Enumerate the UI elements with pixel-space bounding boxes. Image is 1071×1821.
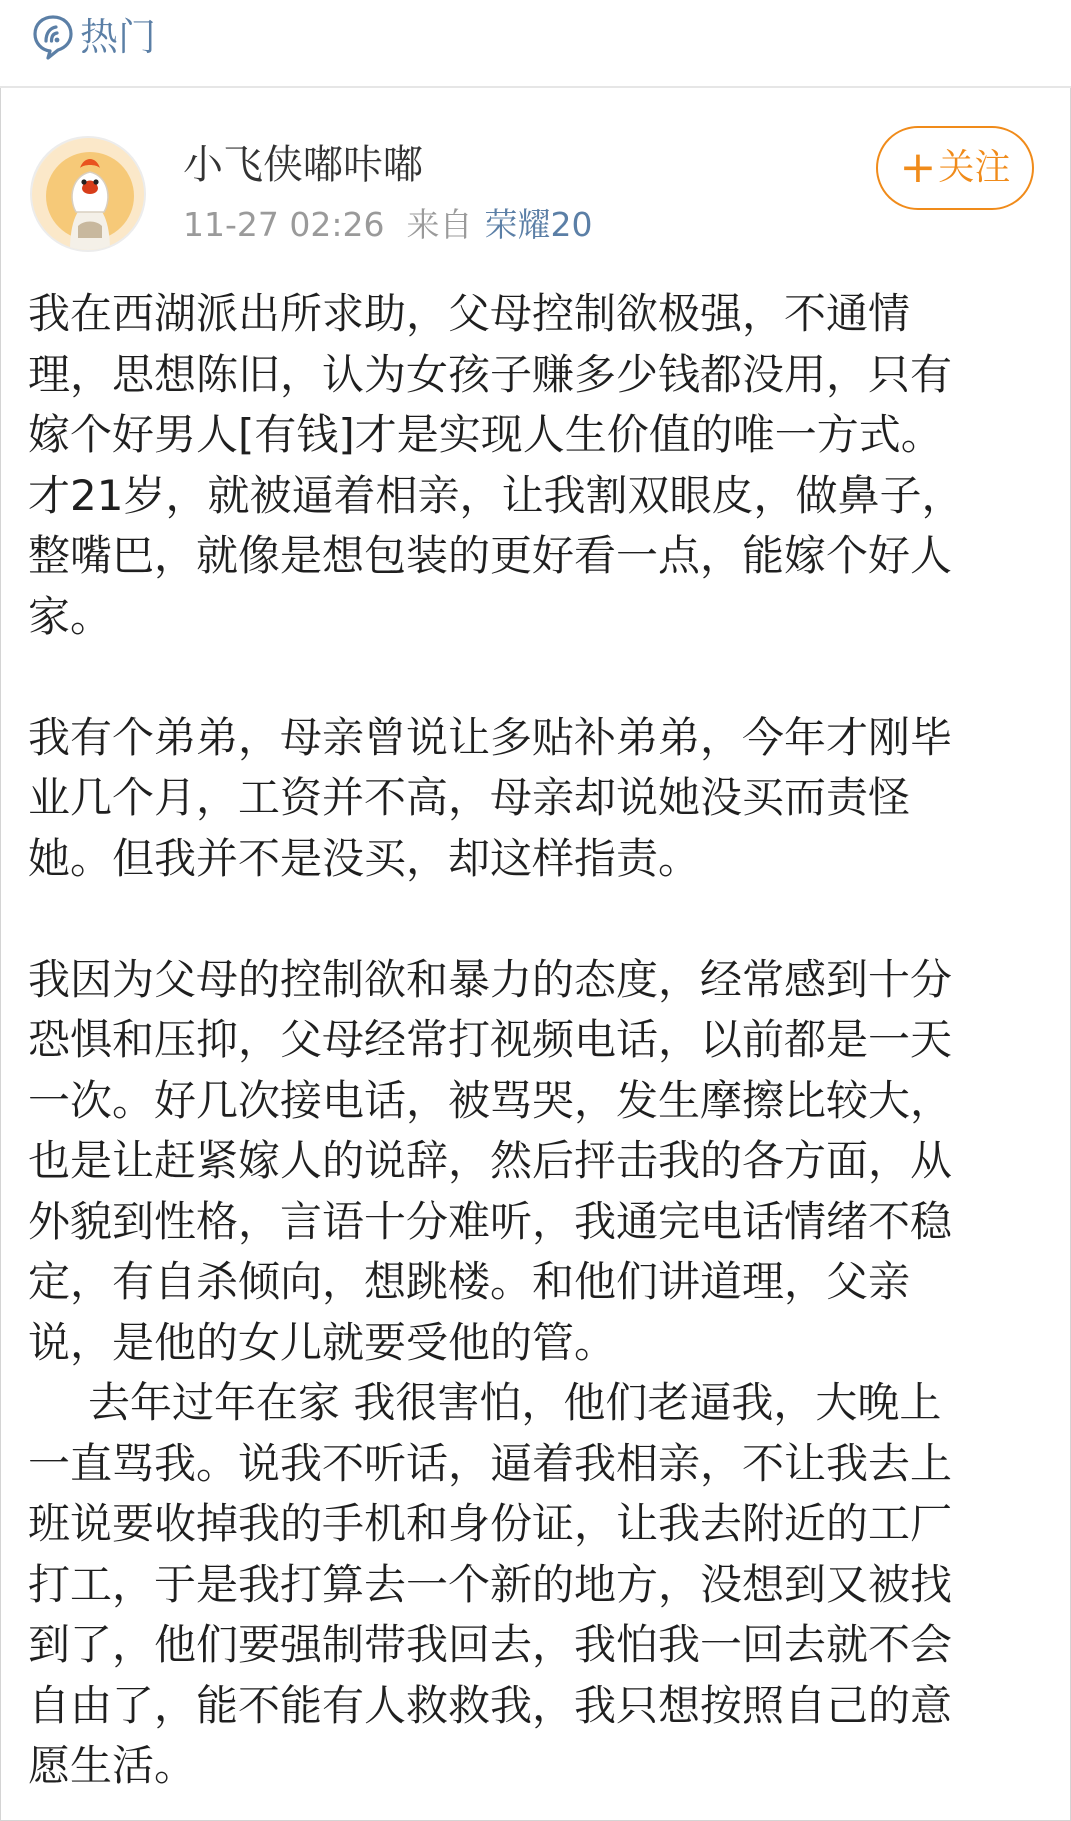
text-line: 理，思想陈旧，认为女孩子赚多少钱都没用，只有 [28,349,953,399]
author-name[interactable]: 小飞侠嘟咔嘟 [183,142,423,188]
paragraph [28,950,1048,1374]
text-line: 愿生活。 [28,1741,197,1790]
text-line: 去年过年在家 我很害怕，他们老逼我，大晚上 [88,1378,942,1427]
text-line: 她。但我并不是没买，却这样指责。 [28,833,701,883]
text-line: 我有个弟弟，母亲曾说让多贴补弟弟，今年才刚毕 [28,712,953,762]
text-line: 一直骂我。说我不听话，逼着我相亲，不让我去上 [28,1438,953,1488]
text-line: 家。 [28,591,113,641]
text-line: 恐惧和压抑，父母经常打视频电话，以前都是一天 [28,1015,953,1064]
paragraph [28,284,1048,647]
text-line: 也是让赶紧嫁人的说辞，然后抨击我的各方面，从 [28,1136,953,1185]
paragraph-gap [28,647,1048,708]
paragraph [28,708,1048,890]
tab-hot[interactable]: 热门 [80,15,157,59]
paragraph-gap [28,889,1048,950]
text-line: 说，是他的女儿就要受他的管。 [28,1317,617,1367]
follow-label: 关注 [938,147,1011,188]
post-time: 11-27 02:26 [183,205,385,244]
text-line: 我因为父母的控制欲和暴力的态度，经常感到十分 [28,954,953,1004]
follow-button[interactable] [876,126,1034,210]
text-line: 我在西湖派出所求助，父母控制欲极强，不通情 [28,289,911,338]
post-meta [183,202,592,248]
text-line: 打工，于是我打算去一个新的地方，没想到又被找 [28,1559,953,1609]
text-line: 一次。好几次接电话，被骂哭，发生摩擦比较大， [28,1075,953,1125]
text-line: 嫁个好男人[有钱]才是实现人生价值的唯一方式。 [28,410,943,459]
source-device-link[interactable]: 荣耀20 [484,205,593,244]
text-line: 整嘴巴，就像是想包装的更好看一点，能嫁个好人 [28,531,953,580]
plus-icon: + [899,142,937,193]
text-line: 自由了，能不能有人救救我，我只想按照自己的意 [28,1680,953,1730]
text-line: 外貌到性格，言语十分难听，我通完电话情绪不稳 [28,1196,953,1246]
paragraph [28,1373,1048,1797]
text-line: 业几个月，工资并不高，母亲却说她没买而责怪 [28,773,911,822]
text-line: 定，有自杀倾向，想跳楼。和他们讲道理，父亲 [28,1257,911,1306]
top-bar [0,0,1071,88]
post-body [28,284,1048,1797]
hot-bubble-icon [32,14,74,60]
source-prefix: 来自 [406,205,473,244]
avatar[interactable] [30,136,146,252]
text-line: 到了，他们要强制带我回去，我怕我一回去就不会 [28,1620,953,1669]
text-line: 才21岁，就被逼着相亲，让我割双眼皮，做鼻子， [28,470,964,520]
text-line: 班说要收掉我的手机和身份证，让我去附近的工厂 [28,1499,953,1548]
